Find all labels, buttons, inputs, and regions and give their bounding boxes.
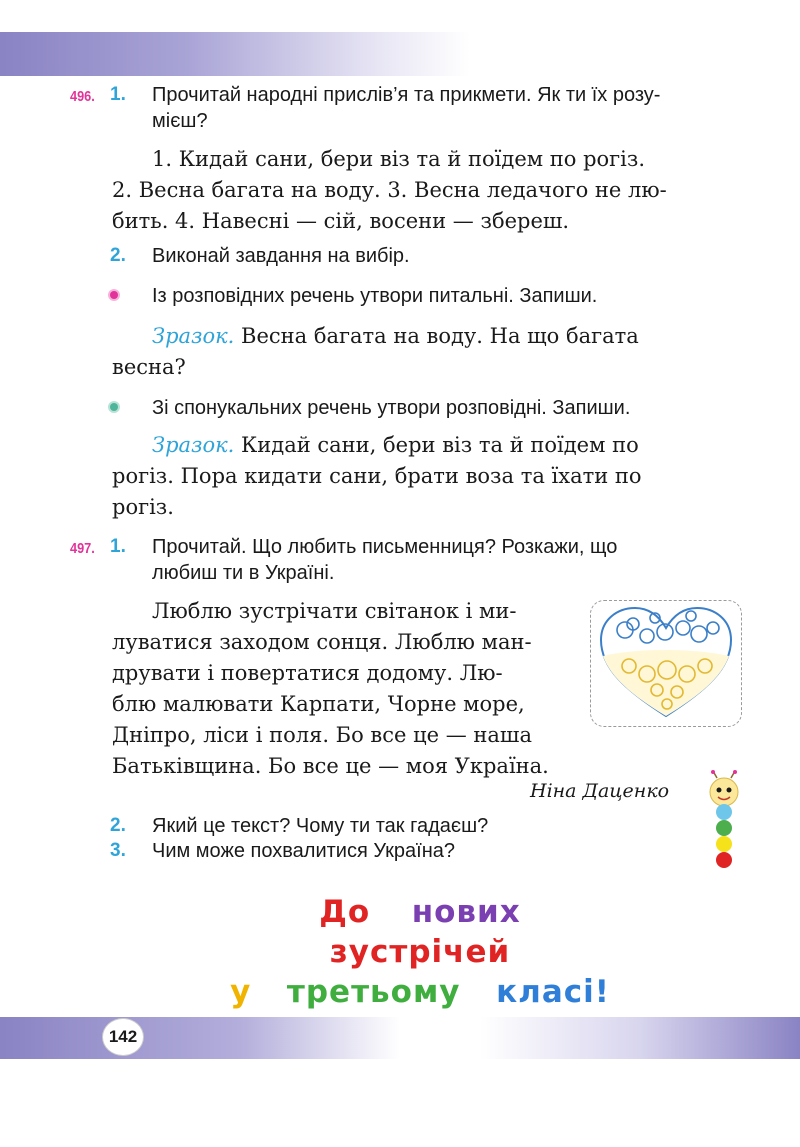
text-line: рогіз. <box>112 495 174 519</box>
farewell-word: класі! <box>496 974 610 1010</box>
instruction-line: Прочитай народні прислів’я та прикмети. Як ти їх розу- <box>152 84 661 106</box>
text-line: рогіз. Пора кидати сани, брати воза та їхати по <box>112 464 642 488</box>
instruction-line: Прочитай. Що любить письменниця? Розкажи, що <box>152 536 618 558</box>
model-text: Весна багата на воду. На що багата <box>234 324 639 348</box>
heart-illustration <box>595 604 737 722</box>
text-line: 1. Кидай сани, бери віз та й поїдем по рогіз. <box>152 147 646 171</box>
page-number: 142 <box>102 1018 144 1056</box>
text-line <box>112 321 742 352</box>
text-line: Батьківщина. Бо все це — моя Україна. <box>112 754 549 778</box>
task-instruction: Виконай завдання на вибір. <box>152 245 410 267</box>
text-line: Дніпро, ліси і поля. Бо все це — наша <box>112 723 532 747</box>
model-sentence <box>112 321 742 383</box>
text-line: друвати і повертатися додому. Лю- <box>112 661 503 685</box>
farewell-message <box>200 892 640 1012</box>
model-label: Зразок. <box>152 433 235 457</box>
task-instruction <box>152 82 742 134</box>
farewell-line <box>200 892 640 932</box>
model-sentence <box>112 430 742 523</box>
instruction-line: любиш ти в Україні. <box>152 562 335 584</box>
task-number: 2. <box>110 815 126 836</box>
header-band <box>0 32 470 76</box>
model-label: Зразок. <box>152 324 235 348</box>
exercise-number-497: 497. <box>70 540 95 557</box>
farewell-line <box>200 972 640 1012</box>
caterpillar-icon <box>703 770 745 878</box>
author-name: Ніна Даценко <box>530 780 670 802</box>
text-line: бить. 4. Навесні — сій, восени — збереш. <box>112 209 570 233</box>
instruction-line: мієш? <box>152 110 208 132</box>
text-line: луватися заходом сонця. Люблю ман- <box>112 630 532 654</box>
farewell-word: у <box>230 974 252 1010</box>
task-instruction <box>152 534 742 586</box>
text-line <box>112 430 742 461</box>
bullet-pink-icon <box>110 291 118 299</box>
task-number: 2. <box>110 245 126 266</box>
farewell-word: третьому <box>286 974 461 1010</box>
farewell-line: зустрічей <box>329 934 511 970</box>
text-line: Люблю зустрічати світанок і ми- <box>152 599 517 623</box>
task-number: 1. <box>110 84 126 105</box>
exercise-number-496: 496. <box>70 88 95 105</box>
option-instruction: Зі спонукальних речень утвори розповідні. Запиши. <box>152 397 631 419</box>
farewell-word: До <box>319 894 371 930</box>
bullet-green-icon <box>110 403 118 411</box>
task-number: 3. <box>110 840 126 861</box>
farewell-word: нових <box>411 894 521 930</box>
text-line: блю малювати Карпати, Чорне море, <box>112 692 525 716</box>
proverbs-text <box>112 144 742 237</box>
task-instruction: Який це текст? Чому ти так гадаєш? <box>152 815 489 837</box>
task-instruction: Чим може похвалитися Україна? <box>152 840 455 862</box>
text-line: 2. Весна багата на воду. 3. Весна ледачого не лю- <box>112 178 667 202</box>
model-text: Кидай сани, бери віз та й поїдем по <box>234 433 639 457</box>
option-instruction: Із розповідних речень утвори питальні. Запиши. <box>152 285 598 307</box>
reading-text <box>112 596 582 782</box>
text-line: весна? <box>112 355 186 379</box>
task-number: 1. <box>110 536 126 557</box>
